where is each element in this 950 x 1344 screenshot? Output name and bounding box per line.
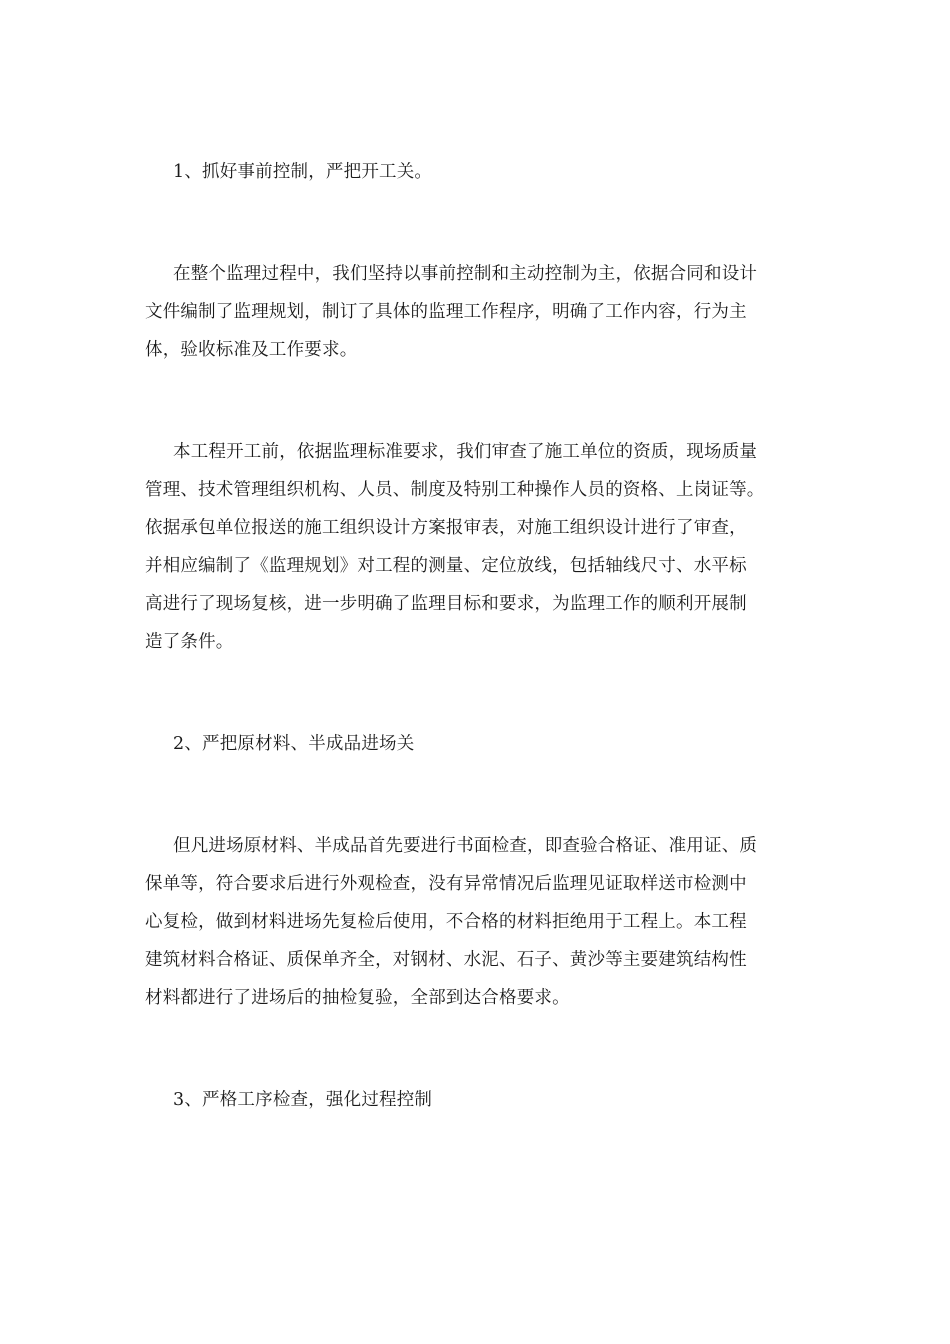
paragraph-line: 在整个监理过程中，我们坚持以事前控制和主动控制为主，依据合同和设计 — [173, 264, 758, 284]
paragraph-line: 建筑材料合格证、质保单齐全，对钢材、水泥、石子、黄沙等主要建筑结构性 — [145, 950, 747, 970]
section-heading-3: 3、严格工序检查，强化过程控制 — [173, 1090, 433, 1110]
section-heading-1: 1、抓好事前控制，严把开工关。 — [173, 162, 433, 182]
paragraph-line: 材料都进行了进场后的抽检复验，全部到达合格要求。 — [145, 988, 570, 1008]
paragraph-line: 体，验收标准及工作要求。 — [145, 340, 358, 360]
paragraph-line: 造了条件。 — [145, 632, 234, 652]
paragraph-line: 但凡进场原材料、半成品首先要进行书面检查，即查验合格证、准用证、质 — [173, 836, 758, 856]
paragraph-line: 高进行了现场复核，进一步明确了监理目标和要求，为监理工作的顺利开展制 — [145, 594, 747, 614]
paragraph-line: 心复检，做到材料进场先复检后使用，不合格的材料拒绝用于工程上。本工程 — [145, 912, 747, 932]
paragraph-line: 依据承包单位报送的施工组织设计方案报审表，对施工组织设计进行了审查， — [145, 518, 747, 538]
paragraph-line: 本工程开工前，依据监理标准要求，我们审查了施工单位的资质，现场质量 — [173, 442, 758, 462]
paragraph-line: 文件编制了监理规划，制订了具体的监理工作程序，明确了工作内容，行为主 — [145, 302, 747, 322]
paragraph-line: 管理、技术管理组织机构、人员、制度及特别工种操作人员的资格、上岗证等。 — [145, 480, 765, 500]
paragraph-line: 并相应编制了《监理规划》对工程的测量、定位放线，包括轴线尺寸、水平标 — [145, 556, 747, 576]
section-heading-2: 2、严把原材料、半成品进场关 — [173, 734, 415, 754]
paragraph-line: 保单等，符合要求后进行外观检查，没有异常情况后监理见证取样送市检测中 — [145, 874, 747, 894]
